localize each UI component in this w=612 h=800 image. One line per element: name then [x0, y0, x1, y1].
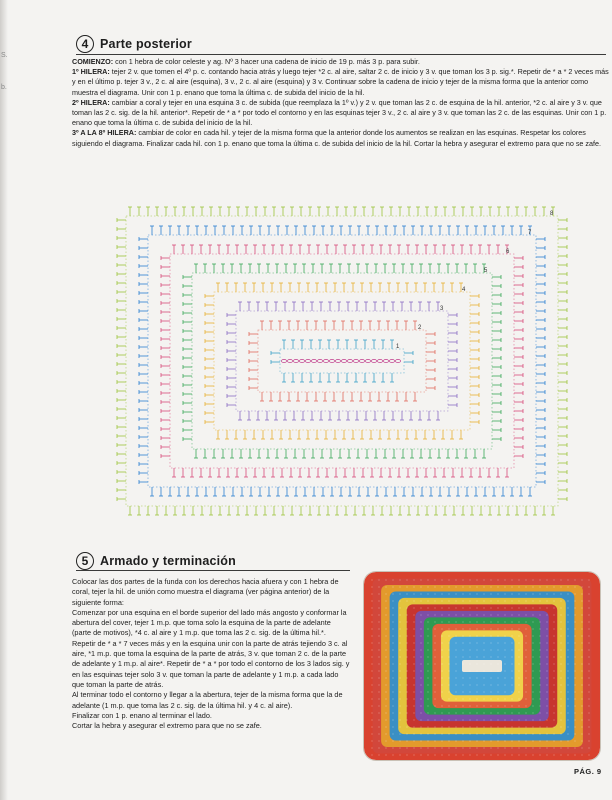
section-4-heading: [76, 35, 192, 53]
section-4-rule: [76, 54, 606, 55]
round-number-label: 8: [550, 211, 554, 217]
round-number-label: 1: [396, 344, 400, 350]
granny-rectangle-illustration: [364, 572, 600, 760]
instruction-paragraph: Colocar las dos partes de la funda con los derechos hacia afuera y con 1 hebra de coral, tejer la hil. de unión como muestra el diagrama (ver página anterior) de la siguiente forma:: [72, 577, 339, 607]
crochet-diagram: [100, 192, 585, 530]
instruction-paragraph: Finalizar con 1 p. enano al terminar el lado.: [72, 710, 212, 720]
diagram-round: [249, 321, 435, 401]
diagram-round: [183, 264, 501, 458]
diagram-round: [161, 245, 523, 477]
page-binding-shadow: [0, 0, 8, 800]
section-5-title: Armado y terminación: [100, 554, 236, 568]
round-number-label: 3: [440, 306, 444, 312]
instruction-paragraph: Al terminar todo el contorno y llegar a la abertura, tejer de la misma forma que la de adelante (1 m.p. que toma las 2 c. sig. de la última hil. y 4 c. al aire).: [72, 690, 343, 710]
margin-mark: b.: [1, 84, 7, 91]
instruction-paragraph: Cortar la hebra y asegurar el extremo para que no se zafe.: [72, 721, 262, 731]
round-number-label: 2: [418, 325, 422, 331]
section-5-heading: [76, 552, 236, 570]
section-5-rule: [76, 570, 350, 571]
instruction-paragraph: 1º HILERA: tejer 2 v. que tomen el 4º p. c. contando hacia atrás y luego tejer *2 c. al aire, saltar 2 c. de inicio y 3 v. que toman los 3 p. sig.*. Repetir de * a * 2 veces más y en el último p. tejer 3 v., 2 c. al aire (esquina), 3 v., 2 c. al aire (esquina) y 3 v. Continuar sobre la cadena de inicio y tejer de la misma forma que la anterior como muestra el diagrama. Unir con 1 p. enano que toma la última c. de subida del inicio de la hil.: [72, 67, 609, 97]
photo-center: [462, 660, 502, 672]
foundation-chain: [281, 359, 400, 362]
round-number-label: 6: [506, 249, 510, 255]
round-number-label: 7: [528, 230, 532, 236]
margin-mark: S.: [1, 52, 8, 59]
round-number-label: 4: [462, 287, 466, 293]
instruction-paragraph: 2º HILERA: cambiar a coral y tejer en una esquina 3 c. de subida (que reemplaza la 1º v.) y 2 v. que toman las 2 c. de esquina de la hil. anterior, *2 c. al aire y 3 v. que toman las 2 c. sig. de la hil. anterior*. Repetir de * a * por todo el contorno y en las esquinas tejer 3 v., 2 c. al aire y 3 v. que toman las 2 c. de las esquinas. Unir con 1 p. enano que toma la última c. de subida del inicio de la hil.: [72, 97, 607, 128]
round-number-label: 5: [484, 268, 488, 274]
instruction-paragraph: Comenzar por una esquina en el borde superior del lado más angosto y conformar la abertura del cover, tejer 1 m.p. que toma solo la esquina de la parte de adelante (parte de motivos), *4 c. al aire y 1 m.p. que toma las 2 c. sig. de la última hil.*. Repetir de * a * 7 veces más y en la esquina unir con la parte de atrás tejiendo 3 c. al aire, *1 m.p. que toma la esquina de la parte de atrás, 3 v. que toman 2 c. de la parte de adelante y 1 m.p. al aire*. Repetir de * a * por todo el contorno de los 3 lados sig. y en las esquinas tejer solo 3 v. que toman la parte de adelante y 1 m.p. a cada lado que toman la parte de atrás.: [72, 607, 350, 689]
finished-cover-photo: [364, 572, 600, 760]
section-5-number: 5: [76, 552, 94, 570]
section-4-instructions: [72, 57, 610, 149]
page-number: PÁG. 9: [574, 767, 602, 776]
diagram-round: [117, 207, 567, 515]
section-4-title: Parte posterior: [100, 37, 192, 51]
section-5-instructions: [72, 577, 350, 731]
section-4-number: 4: [76, 35, 94, 53]
instruction-paragraph: COMIENZO: con 1 hebra de color celeste y ag. Nº 3 hacer una cadena de inicio de 19 p. más 3 p. para subir.: [72, 57, 420, 66]
instruction-paragraph: 3º A LA 8º HILERA: cambiar de color en cada hil. y tejer de la misma forma que la anterior donde los aumentos se realizan en las esquinas. Respetar los colores siguiendo el diagrama. Finalizar cada hil. con 1 p. enano que toma la última c. de subida del inicio de la hil. Cortar la hebra y asegurar el extremo para que no se zafe.: [72, 128, 601, 148]
diagram-round: [227, 302, 457, 420]
